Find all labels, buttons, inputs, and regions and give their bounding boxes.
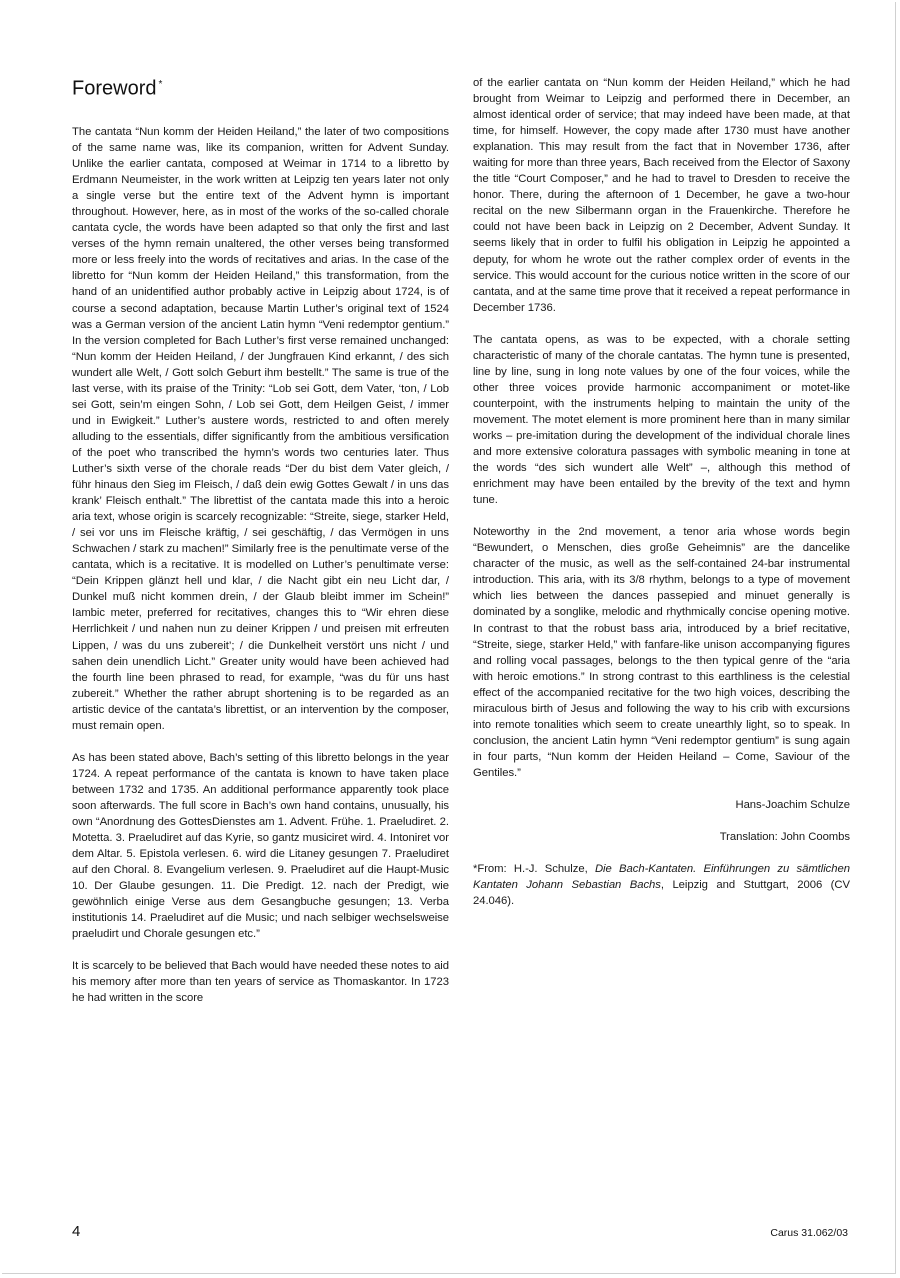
- page-number: 4: [72, 1223, 81, 1240]
- footnote-suffix: , Leipzig and Stuttgart, 2006 (CV 24.046).: [473, 879, 850, 908]
- catalog-reference: Carus 31.062/03: [770, 1227, 848, 1239]
- left-column: [72, 124, 449, 1022]
- title-footnote-marker: *: [158, 79, 163, 90]
- right-column: [473, 75, 850, 925]
- paragraph: As has been stated above, Bach’s setting of this libretto belongs in the year 1724. A repeat performance of the cantata is known to have taken place between 1732 and 1735. An additional performance apparently took place soon afterwards. The full score in Bach’s own hand contains, unusually, his own “Anordnung des GottesDienstes am 1. Advent. Frühe. 1. Praeludiret. 2. Motetta. 3. Praeludiret auf das Kyrie, so gantz musiciret wird. 4. Intoniret vor dem Altar. 5. Epistola verlesen. 6. wird die Litaney gesungen 7. Praeludiret auf den Choral. 8. Evangelium verlesen. 9. Praeludiret auf die Haupt-Music 10. Der Glaube gesungen. 11. Die Predigt. 12. nach der Predigt, wie gewöhnlich einige Verse aus dem Gesangbuche gesungen; 13. Verba institutionis 14. Praeludiret auf die Music; und nach selbiger wechselsweise praeludirt und Chorale gesungen etc.”: [72, 751, 449, 941]
- signature-block: [473, 797, 850, 845]
- author-name: Hans-Joachim Schulze: [735, 798, 850, 811]
- footnote-book-title: Die Bach-Kantaten. Einführungen zu sämtlichen Kantaten Johann Sebastian Bachs: [473, 863, 850, 892]
- paragraph: The cantata opens, as was to be expected, with a chorale setting characteristic of many of the chorale cantatas. The hymn tune is presented, line by line, sung in long note values by one of the four voices, while the other three voices provide harmonic accompaniment or motet-like counterpoint, with the instruments helping to maintain the unity of the movement. The motet element is more prominent here than in many similar works – pre-imitation during the development of the individual chorale lines and more extensive coloratura passages with symbolic meaning in tone at the words “des sich wundert alle Welt” –, although this method of enrichment may have been entailed by the brevity of the text and hymn tune.: [473, 333, 850, 507]
- title-text: Foreword: [72, 77, 157, 100]
- paragraph: of the earlier cantata on “Nun komm der Heiden Heiland,” which he had brought from Weimar to Leipzig and performed there in December, an almost identical order of service; that may indeed have been made, at that time, for himself. However, the copy made after 1730 must have another explanation. This may result from the fact that in November 1736, after waiting for more than three years, Bach received from the Elector of Saxony the title “Court Composer,” and he had to travel to Dresden to receive the honor. There, during the afternoon of 1 December, he gave a two-hour recital on the new Silbermann organ in the Frauenkirche. Therefore he could not have been back in Leipzig on 2 December, Advent Sunday. It seems likely that in order to fulfil his obligation in Leipzig he appointed a deputy, for whom he wrote out the rather complex order of events in the service. This would account for the curious notice written in the score of our cantata, and at the same time prove that it received a repeat performance in December 1736.: [473, 77, 850, 314]
- translator-credit: Translation: John Coombs: [719, 831, 850, 844]
- paragraph: The cantata “Nun komm der Heiden Heiland,” the later of two compositions of the same name was, like its companion, written for Advent Sunday. Unlike the earlier cantata, composed at Weimar in 1714 to a libretto by Erdmann Neumeister, in the work written at Leipzig ten years later not only a single verse but the entire text of the Advent hymn is important throughout. However, here, as in most of the works of the so-called chorale cantata cycle, the words have been adapted so that only the first and last verses of the hymn remain unaltered, the other verses being transformed more or less freely into the words of recitatives and arias. In the case of the libretto for “Nun komm der Heiden Heiland,” this transformation, from the hand of an unidentified author probably active in Leipzig about 1724, is of course a second adaptation, because Martin Luther’s original text of 1524 was a German version of the ancient Latin hymn “Veni redemptor gentium.” In the version completed for Bach Luther’s first verse remained unchanged: “Nun komm der Heiden Heiland, / der Jungfrauen Kind erkannt, / des sich wundert alle Welt, / Gott solch Geburt ihm bestellt.” The same is true of the last verse, with its praise of the Trinity: “Lob sei Gott, dem Vater, ‘ton, / Lob sei Gott, sein’m eingen Sohn, / Lob sei Gott, dem Heilgen Geist, / immer und in Ewigkeit.” Luther’s austere words, restricted to and often merely alluding to the essentials, differ significantly from the ambitious versification of the poet who transcribed the hymn’s words two centuries later. Thus Luther’s sixth verse of the chorale reads “Der du bist dem Vater gleich, / führ hinaus den Sieg im Fleisch, / daß dein ewig Gottes Gewalt / in uns das krank’ Fleisch enthalt.” The librettist of the cantata made this into a heroic aria text, whose origin is scarcely recognizable: “Streite, siege, starker Held, / sei vor uns im Fleische kräftig, / sei geschäftig, / das Vermögen in uns Schwachen / stark zu machen!” Similarly free is the penultimate verse of the cantata, which is a recitative. It is modelled on Luther’s penultimate verse: “Dein Krippen glänzt hell und klar, / die Nacht gibt ein neu Licht dar, / Dunkel muß nicht kommen drein, / der Glaub bleibt immer im Schein!” Iambic meter, preferred for recitatives, changes this to “Wir ehren diese Herrlichkeit / und nahen nun zu deiner Krippen / und preisen mit erfreuten Lippen, / was du uns zubereit’; / die Dunkelheit verstört uns nicht / und sahen dein unendlich Licht.” Greater unity would have been achieved had the fourth line been phrased to read, for example, “was du für uns hast zubereit.” Whether the rather abrupt shortening is to be regarded as an artistic device of the cantata’s librettist, or an intervention by the composer, must remain open.: [72, 126, 449, 732]
- paragraph: Noteworthy in the 2nd movement, a tenor aria whose words begin “Bewundert, o Menschen, dies große Geheimnis” are the dancelike character of the music, as well as the self-contained 24-bar instrumental introduction. This aria, with its 3/8 rhythm, belongs to a type of movement which lies between the dances passepied and minuet generally is dominated by a songlike, melodic and rhythmically concise opening motive. In contrast to that the robust bass aria, introduced by a brief recitative, “Streite, siege, starker Held,” with fanfare-like unison accompanying figures and rolling vocal passages, belongs to the then typical genre of the “aria with heroic emotions.” In strong contrast to this earthliness is the celestial effect of the accompanied recitative for the two high voices, describing the miraculous birth of Jesus and following the way to his crib with excursions into remote tonalities which seem to create unearthly light, so to speak. In conclusion, the ancient Latin hymn “Veni redemptor gentium” is sung again in four parts, “Nun komm der Heiden Heiland – Come, Saviour of the Gentiles.”: [473, 526, 850, 779]
- footnote: [473, 861, 850, 909]
- page-title: [72, 73, 162, 101]
- footnote-prefix: *From: H.-J. Schulze,: [473, 863, 595, 876]
- paragraph: It is scarcely to be believed that Bach would have needed these notes to aid his memory after more than ten years of service as Thomaskantor. In 1723 he had written in the score: [72, 960, 449, 1005]
